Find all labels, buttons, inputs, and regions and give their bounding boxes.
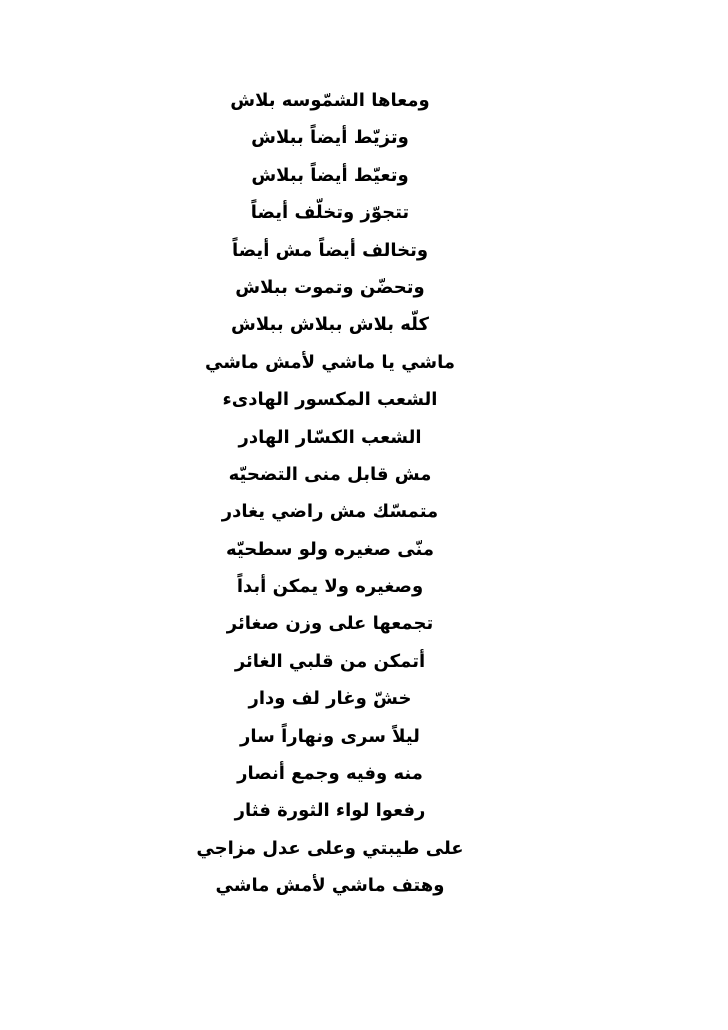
poem-line: على طيبتي وعلى عدل مزاجي [196, 837, 464, 859]
poem-line: تجمعها على وزن صغائر [226, 613, 434, 635]
poem-line: وتحضّن وتموت ببلاش [235, 276, 425, 298]
poem-line: رفعوا لواء الثورة فثار [234, 800, 426, 822]
poem-line: تتجوّز وتخلّف أيضاً [250, 202, 410, 224]
poem-line: وتعيّط أيضاً ببلاش [251, 164, 409, 186]
poem-line: مش قابل منى التضحيّه [228, 463, 432, 485]
poem-line: الشعب الكسّار الهادر [238, 426, 422, 448]
poem-line: منّى صغيره ولو سطحيّه [226, 538, 434, 560]
poem-line: وتخالف أيضاً مش أيضاً [231, 239, 429, 261]
poem-line: وصغيره ولا يمكن أبداً [236, 576, 424, 598]
poem-line: وهتف ماشي لأمش ماشي [215, 875, 445, 897]
poem-line: منه وفيه وجمع أنصار [237, 763, 423, 785]
poem-line: كلّه بلاش ببلاش ببلاش [230, 314, 430, 336]
poem-line: الشعب المكسور الهادىء [222, 389, 438, 411]
poem-line: متمسّك مش راضي يغادر [221, 501, 439, 523]
poem-line: ليلاً سرى ونهاراً سار [240, 725, 420, 747]
poem-line: ماشي يا ماشي لأمش ماشي [204, 351, 456, 373]
poem-line: خشّ وغار لف ودار [248, 688, 412, 710]
poem-line: وتزيّط أيضاً ببلاش [251, 127, 409, 149]
poem-line: أتمكن من قلبي الغائر [234, 650, 426, 672]
poem-text [0, 82, 660, 905]
poem-line: ومعاها الشمّوسه بلاش [230, 90, 430, 111]
